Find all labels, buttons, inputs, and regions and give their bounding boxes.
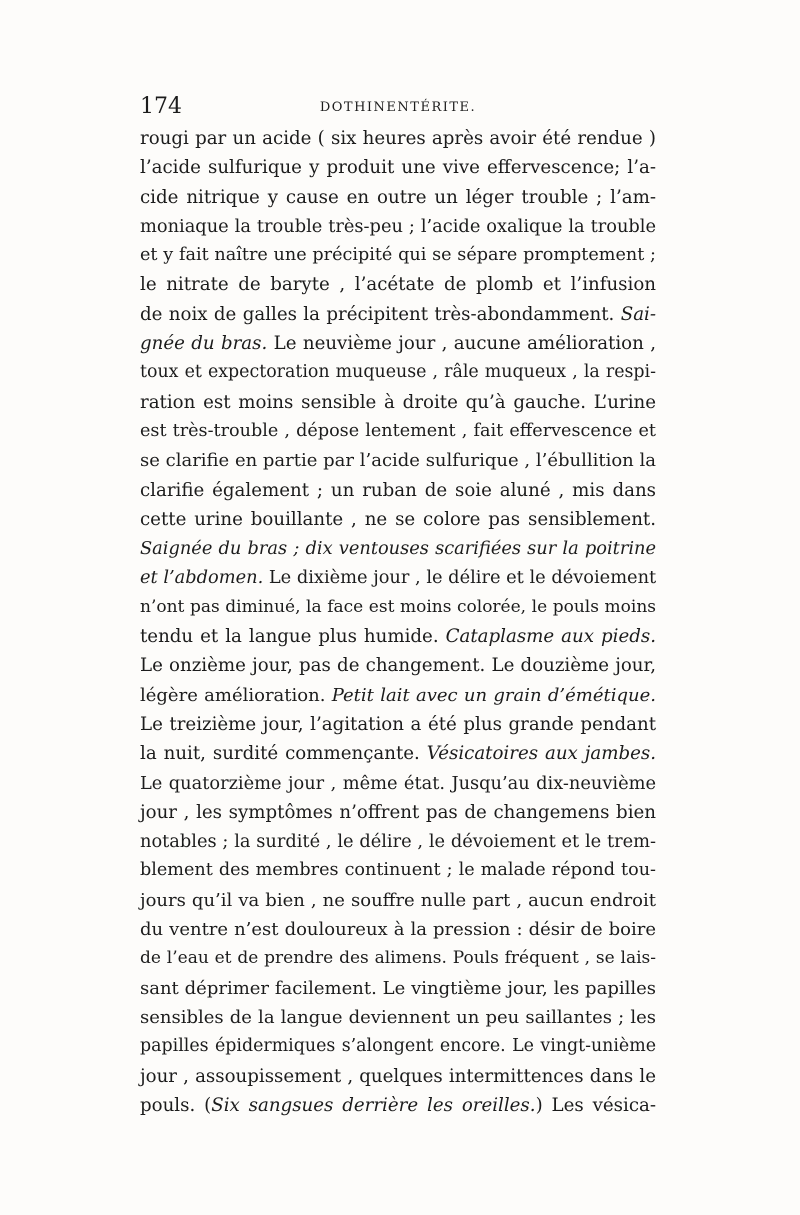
text-line <box>140 915 656 944</box>
text-line <box>140 241 656 270</box>
text-line <box>140 710 656 739</box>
page-number: 174 <box>140 94 182 119</box>
text-segment: l’acide sulfurique y produit une vive effervescence; l’a- <box>140 157 656 179</box>
text-segment: papilles épidermiques s’alongent encore. Le vingt-unième <box>140 1036 656 1057</box>
italic-segment: Vésicatoires aux jambes. <box>426 743 656 765</box>
italic-segment: et l’abdomen. <box>140 567 264 589</box>
text-segment: du ventre n’est douloureux à la pression : désir de boire <box>140 919 656 941</box>
text-segment: légère amélioration. <box>140 684 332 706</box>
text-line <box>140 827 656 856</box>
text-segment: notables ; la surdité , le délire , le dévoiement et le trem- <box>140 831 656 853</box>
text-line <box>140 476 656 505</box>
text-line <box>140 388 656 417</box>
text-line <box>140 446 656 475</box>
italic-segment: Saignée du bras ; dix ventouses scarifiées sur la poitrine <box>140 538 656 560</box>
text-segment: ) Les vésica- <box>535 1094 656 1116</box>
text-segment: jour , les symptômes n’offrent pas de changemens bien <box>140 801 656 823</box>
text-segment: de l’eau et de prendre des alimens. Pouls fréquent , se lais- <box>140 948 656 969</box>
text-segment: se clarifie en partie par l’acide sulfurique , l’ébullition la <box>140 450 656 472</box>
text-segment: clarifie également ; un ruban de soie aluné , mis dans <box>140 479 656 501</box>
italic-segment: Petit lait avec un grain d’émétique. <box>331 684 656 706</box>
text-line <box>140 563 656 592</box>
text-line <box>140 417 656 446</box>
text-segment: pouls. ( <box>140 1094 212 1116</box>
text-segment: ration est moins sensible à droite qu’à gauche. L’urine <box>140 391 656 413</box>
text-segment: n’ont pas diminué, la face est moins colorée, le pouls moins <box>140 596 656 617</box>
text-line <box>140 1032 656 1061</box>
text-segment: Le neuvième jour , aucune amélioration , <box>267 333 656 355</box>
text-line <box>140 856 656 885</box>
text-line <box>140 739 656 768</box>
italic-segment: Six sangsues derrière les oreilles. <box>211 1094 536 1116</box>
text-line <box>140 212 656 241</box>
text-segment: Le dixième jour , le délire et le dévoiement <box>263 567 657 589</box>
text-line <box>140 1062 656 1091</box>
text-line <box>140 651 656 680</box>
italic-segment: Cataplasme aux pieds. <box>445 626 656 648</box>
text-segment: cette urine bouillante , ne se colore pas sensiblement. <box>140 508 656 530</box>
text-segment: moniaque la trouble très-peu ; l’acide oxalique la trouble <box>140 215 656 237</box>
body-text <box>140 124 656 1120</box>
text-segment: Le onzième jour, pas de changement. Le douzième jour, <box>140 655 656 677</box>
text-block <box>140 92 656 1120</box>
text-segment: jours qu’il va bien , ne souffre nulle part , aucun endroit <box>140 889 656 911</box>
text-line <box>140 358 656 387</box>
text-segment: de noix de galles la précipitent très-abondamment. <box>140 303 621 325</box>
text-line <box>140 534 656 563</box>
text-line <box>140 270 656 299</box>
text-line <box>140 124 656 153</box>
text-line <box>140 183 656 212</box>
text-line <box>140 974 656 1003</box>
text-segment: tendu et la langue plus humide. <box>140 626 446 648</box>
text-line <box>140 798 656 827</box>
text-segment: Le treizième jour, l’agitation a été plus grande pendant <box>140 713 656 735</box>
text-line <box>140 769 656 798</box>
italic-segment: Sai- <box>620 303 656 325</box>
text-line <box>140 1091 656 1120</box>
text-line <box>140 329 656 358</box>
text-segment: sensibles de la langue deviennent un peu saillantes ; les <box>140 1006 656 1028</box>
text-segment: et y fait naître une précipité qui se sépare promptement ; <box>140 245 656 266</box>
text-segment: la nuit, surdité commençante. <box>140 743 427 765</box>
text-segment: toux et expectoration muqueuse , râle muqueux , la respi- <box>140 362 656 383</box>
text-line <box>140 622 656 651</box>
text-line <box>140 681 656 710</box>
text-segment: est très-trouble , dépose lentement , fait effervescence et <box>140 420 656 441</box>
running-head <box>140 92 656 122</box>
text-line <box>140 505 656 534</box>
text-segment: jour , assoupissement , quelques intermittences dans le <box>140 1065 656 1087</box>
running-title: DOTHINENTÉRITE. <box>319 100 477 115</box>
text-line <box>140 944 656 973</box>
text-line <box>140 886 656 915</box>
text-line <box>140 153 656 182</box>
text-line <box>140 1003 656 1032</box>
italic-segment: gnée du bras. <box>140 333 268 355</box>
text-segment: Le quatorzième jour , même état. Jusqu’au dix-neuvième <box>140 772 656 794</box>
text-segment: blement des membres continuent ; le malade répond tou- <box>140 860 656 881</box>
text-segment: cide nitrique y cause en outre un léger trouble ; l’am- <box>140 186 656 208</box>
text-line <box>140 300 656 329</box>
text-segment: rougi par un acide ( six heures après avoir été rendue ) <box>140 128 656 149</box>
text-segment: le nitrate de baryte , l’acétate de plomb et l’infusion <box>140 274 656 296</box>
text-line <box>140 593 656 622</box>
text-segment: sant déprimer facilement. Le vingtième jour, les papilles <box>140 977 656 999</box>
